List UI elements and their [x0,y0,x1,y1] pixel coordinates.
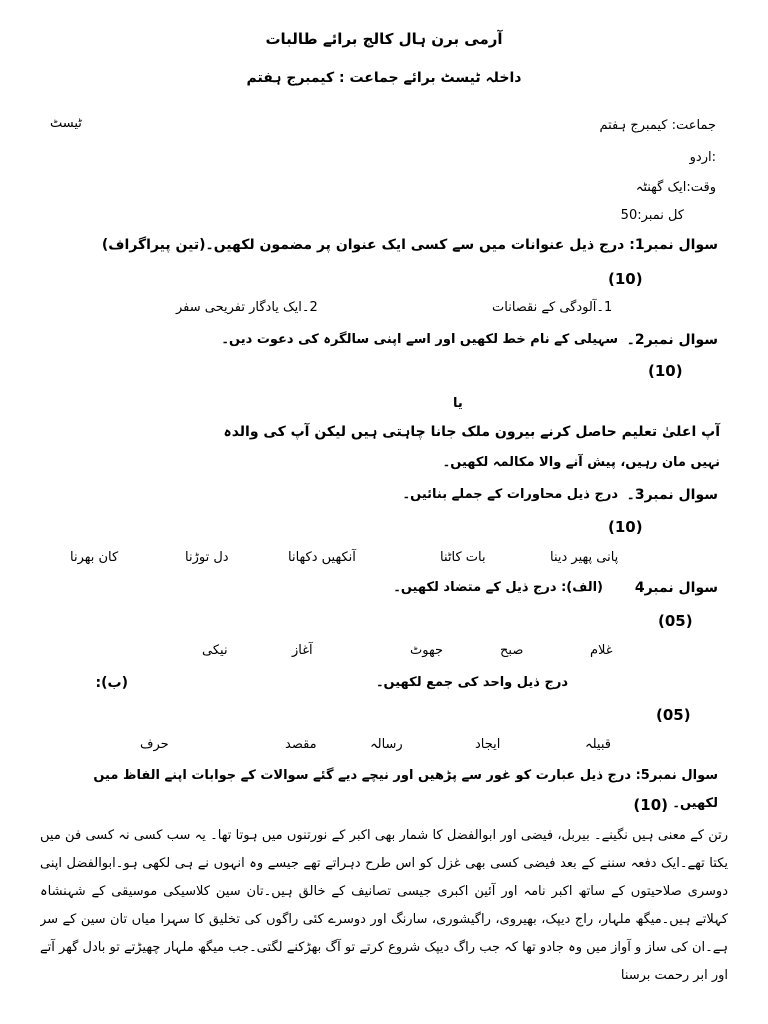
idiom-item: کان بھرنا [70,550,119,565]
question-2-marks: (10) [648,362,683,380]
question-5-line-2: لکھیں۔ [672,796,718,811]
plural-word: مقصد [285,737,317,752]
question-4b-marks: (05) [656,706,691,724]
q1-option-2: 2۔ایک یادگار تفریحی سفر [176,300,318,315]
question-2-text: سہیلی کے نام خط لکھیں اور اسے اپنی سالگرہ کی دعوت دیں۔ [221,332,618,347]
antonym-word: نیکی [202,643,228,658]
question-4a-marks: (05) [658,612,693,630]
antonym-word: غلام [590,643,613,658]
idiom-item: دل توڑنا [185,550,229,565]
idiom-item: آنکھیں دکھانا [288,550,356,565]
reading-passage: رتن کے معنی ہیں نگینے۔ بیربل، فیضی اور ابوالفضل کا شمار بھی اکبر کے نورتنوں میں ہوتا تھا۔ یہ سب کسی نہ کسی فن میں یکتا تھے۔ایک دفعہ سننے کے بعد فیضی کسی بھی غزل کو اس طرح دہراتے تھے جیسے وہ انہوں نے ہی لکھی ہو۔ابوالفضل اپنی دوسری صلاحیتوں کے ساتھ اکبر نامہ اور آئین اکبری جیسی تصانیف کے خالق ہیں۔تان سین کلاسیکی موسیقی کے شہنشاہ کہلاتے ہیں۔میگھ ملہار، راج دیپک، بھیروی، راگیشوری، سارنگ اور دوسرے کئی راگوں کی تخلیق کا سہرا میاں تان سین کے سر ہے۔ان کی ساز و آواز میں وہ جادو تھا کہ جب راگ دیپک شروع کرتے تو آگ بھڑکنے لگتی۔جب میگھ ملہار چھیڑتے تو بادل گھر آتے اور ابر رحمت برسنا [40,828,728,983]
test-label: ٹیسٹ [50,116,82,131]
question-4-part-a: (الف): درج ذیل کے متضاد لکھیں۔ [393,580,603,595]
question-4-part-b-label: (ب): [95,675,128,691]
question-3-text: درج ذیل محاورات کے جملے بنائیں۔ [402,487,618,502]
subject-label: :اردو [689,150,716,165]
question-2-label: سوال نمبر2۔ [626,332,718,348]
question-3-marks: (10) [608,518,643,536]
plural-word: قبیلہ [585,737,611,752]
question-4-part-b: درج ذیل واحد کی جمع لکھیں۔ [375,675,568,690]
total-marks-label: کل نمبر:50 [620,208,684,223]
plural-word: رسالہ [370,737,403,752]
question-3-label: سوال نمبر3۔ [626,487,718,503]
question-4-label: سوال نمبر4 [634,580,718,596]
antonym-word: آغاز [292,643,313,658]
plural-word: حرف [140,737,169,752]
idiom-item: بات کاٹنا [440,550,486,565]
or-label: یا [453,396,463,411]
plural-word: ایجاد [475,737,501,752]
question-5-line-1: سوال نمبر5: درج ذیل عبارت کو غور سے پڑھیں اور نیچے دیے گئے سوالات کے جوابات اپنے الفاظ میں [93,768,718,783]
question-1: سوال نمبر1: درج ذیل عنوانات میں سے کسی ایک عنوان پر مضمون لکھیں۔(تین پیراگراف) [101,237,718,253]
class-label: جماعت: کیمبرج ہفتم [599,118,716,133]
page-subtitle: داخلہ ٹیسٹ برائے جماعت : کیمبرج ہفتم [246,70,522,86]
page-title: آرمی برن ہال کالج برائے طالبات [265,30,503,48]
question-2-alt-line-2: نہیں مان رہیں، پیش آنے والا مکالمہ لکھیں۔ [442,455,720,470]
question-1-marks: (10) [608,270,643,288]
antonym-word: جھوٹ [410,643,443,658]
question-5-marks: (10) [633,796,668,814]
question-2-alt-line-1: آپ اعلیٰ تعلیم حاصل کرنے بیرون ملک جانا چاہتی ہیں لیکن آپ کی والدہ [223,424,720,440]
q1-option-1: 1۔آلودگی کے نقصانات [492,300,613,315]
antonym-word: صبح [500,643,524,658]
idiom-item: پانی پھیر دینا [550,550,619,565]
time-label: وقت:ایک گھنٹہ [635,180,716,195]
